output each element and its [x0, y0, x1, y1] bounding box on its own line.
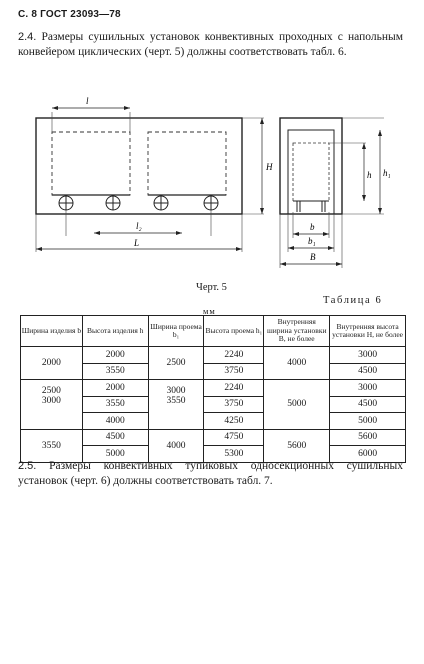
table-row — [21, 396, 406, 413]
header-cell: Ширина изделия b — [21, 316, 83, 347]
cell: 3550 — [82, 363, 148, 380]
cell: 4000 — [82, 413, 148, 430]
cell: 4750 — [204, 429, 264, 446]
section-number: 2.5. — [18, 460, 37, 472]
wheels — [59, 196, 218, 210]
side-cart — [293, 143, 329, 201]
section-text: Размеры конвективных тупиковых односекционных сушильных установок (черт. 6) должны соответствовать табл. 7. — [18, 460, 404, 487]
cell: 3000 — [21, 396, 83, 413]
cell: 3000 — [330, 380, 406, 397]
cell: 4250 — [204, 413, 264, 430]
cell — [21, 413, 83, 430]
cart-right — [148, 132, 226, 195]
cell: 3550 — [21, 429, 83, 462]
cell: 5300 — [204, 446, 264, 463]
label-H: H — [266, 162, 273, 172]
cell: 3550 — [82, 396, 148, 413]
label-b1: b₁ — [308, 236, 316, 246]
cell: 5000 — [264, 380, 330, 430]
label-h1: h₁ — [383, 168, 391, 178]
cell: 4500 — [82, 429, 148, 446]
cell: 4000 — [148, 429, 204, 462]
page-header: С. 8 ГОСТ 23093—78 — [18, 9, 121, 20]
label-L: L — [134, 238, 140, 248]
cell: 3000 — [330, 347, 406, 364]
header-cell: Высота проема h₁ — [204, 316, 264, 347]
table-row — [21, 413, 406, 430]
header-cell: Высота изделия h — [82, 316, 148, 347]
header-cell: Внутренняя высота установки H, не более — [330, 316, 406, 347]
drawing-caption: Черт. 5 — [196, 282, 227, 293]
cell: 3550 — [148, 396, 204, 413]
cell: 3750 — [204, 363, 264, 380]
table-header-row — [21, 316, 406, 347]
cell: 3000 — [148, 380, 204, 397]
cell: 2240 — [204, 380, 264, 397]
cell: 5600 — [264, 429, 330, 462]
label-h: h — [367, 170, 372, 180]
label-b: b — [310, 222, 315, 232]
label-B: B — [310, 252, 316, 262]
drawing-5 — [0, 0, 424, 300]
cell: 5000 — [82, 446, 148, 463]
table-row — [21, 429, 406, 446]
section-number: 2.4. — [18, 31, 37, 43]
cell: 2500 — [148, 347, 204, 380]
table-row — [21, 347, 406, 364]
side-outer — [280, 118, 342, 214]
table-row — [21, 380, 406, 397]
cell: 2000 — [82, 380, 148, 397]
label-l: l — [86, 96, 89, 106]
cell: 5000 — [330, 413, 406, 430]
section-2-5 — [18, 459, 403, 489]
cell: 5600 — [330, 429, 406, 446]
cell — [148, 413, 204, 430]
cell: 2240 — [204, 347, 264, 364]
cell: 4000 — [264, 347, 330, 380]
cell: 3750 — [204, 396, 264, 413]
table-unit: мм — [203, 306, 216, 316]
section-text: Размеры сушильных установок конвективных проходных с напольным конвейером циклических (черт. 5) должны соответствовать табл. 6. — [18, 31, 404, 58]
table-title: Таблица 6 — [323, 295, 383, 306]
cell: 2000 — [82, 347, 148, 364]
cart-left — [52, 132, 130, 195]
cell: 6000 — [330, 446, 406, 463]
label-l2: l₂ — [136, 221, 142, 231]
cell: 2500 — [21, 380, 83, 397]
header-cell: Внутренняя ширина установки B, не более — [264, 316, 330, 347]
table-6 — [20, 315, 406, 463]
cell: 4500 — [330, 363, 406, 380]
header-cell: Ширина проема b₁ — [148, 316, 204, 347]
cell: 2000 — [21, 347, 83, 380]
cell: 4500 — [330, 396, 406, 413]
